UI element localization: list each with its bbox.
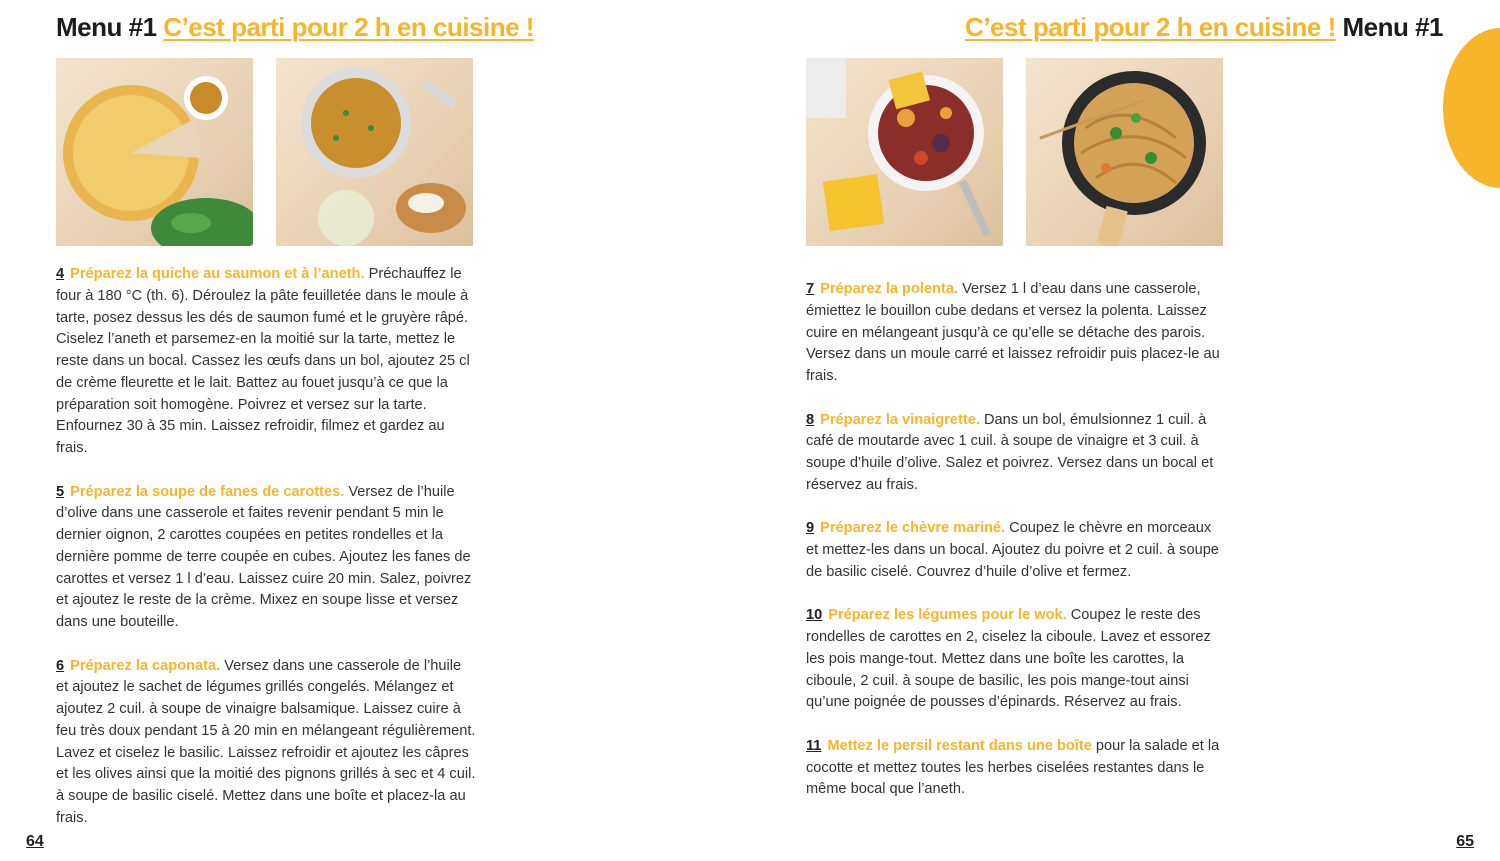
step-7 xyxy=(806,279,1226,388)
left-header xyxy=(56,12,534,43)
step-5 xyxy=(56,482,476,634)
step-number: 7 xyxy=(806,281,815,297)
menu-label: Menu #1 xyxy=(1342,12,1443,42)
caponata-illustration xyxy=(806,58,1003,246)
step-title: Préparez la polenta. xyxy=(820,281,959,297)
quiche-illustration xyxy=(56,58,253,246)
step-title: Préparez la soupe de fanes de carottes. xyxy=(70,483,345,500)
step-text: Versez 1 l d’eau dans une casserole, émiettez le bouillon cube dedans et versez la polenta. Laissez cuire en mélangeant jusqu’à ce qu’elle se détache des parois. Versez dans un moule carré et laissez refroidir puis placez-le au frais. xyxy=(806,281,1220,384)
step-number: 9 xyxy=(806,520,815,537)
step-4 xyxy=(56,264,476,460)
step-6 xyxy=(56,656,476,830)
step-text: Préchauffez le four à 180 °C (th. 6). Déroulez la pâte feuilletée dans le moule à tarte, posez dessus les dés de saumon fumé et le gruyère râpé. Ciselez l’aneth et parsemez-en la moitié sur la tarte, mettez le reste dans un bocal. Cassez les œufs dans un bol, ajoutez 25 cl de crème fleurette et le lait. Battez au fouet jusqu’à ce que la préparation soit homogène. Poivrez et versez sur la tarte. Enfournez 30 à 35 min. Laissez refroidir, filmez et gardez au frais. xyxy=(56,266,470,456)
photo-soup xyxy=(276,58,473,246)
step-number: 4 xyxy=(56,266,65,282)
step-number: 5 xyxy=(56,483,65,500)
step-8 xyxy=(806,410,1226,497)
step-title: Préparez la caponata. xyxy=(70,657,221,674)
decorative-orange-circle xyxy=(1443,28,1500,188)
step-text: Versez de l’huile d’olive dans une casserole et faites revenir pendant 5 min le dernier oignon, 2 carottes coupées en petites rondelles et la dernière pomme de terre coupée en cubes. Ajoutez les fanes de carottes et versez 1 l d’eau. Laissez cuire 20 min. Salez, poivrez et ajoutez le reste de la crème. Mixez en soupe lisse et versez dans une bouteille. xyxy=(56,483,472,630)
step-title: Préparez le chèvre mariné. xyxy=(820,520,1006,537)
step-text: Coupez le reste des rondelles de carottes en 2, ciselez la ciboule. Lavez et essorez les pois mange-tout. Mettez dans une boîte les carottes, la ciboule, 2 cuil. à soupe de basilic, les pois mange-tout ainsi qu’une poignée de pousses d’épinards. Réservez au frais. xyxy=(806,607,1211,711)
left-steps xyxy=(56,264,476,851)
header-tagline: C’est parti pour 2 h en cuisine ! xyxy=(163,12,534,42)
step-9 xyxy=(806,518,1226,583)
photo-quiche xyxy=(56,58,253,246)
step-text: Versez dans une casserole de l’huile et ajoutez le sachet de légumes grillés congelés. Mélangez et ajoutez 2 cuil. à soupe de vinaigre balsamique. Laissez cuire à feu très doux pendant 15 à 20 min en mélangeant régulièrement. Lavez et ciselez le basilic. Laissez refroidir et ajoutez les câpres et les olives ainsi que la moitié des pignons grillés à sec et 4 cuil. à soupe de basilic ciselé. Mettez dans une boîte et placez-la au frais. xyxy=(56,657,476,826)
step-11 xyxy=(806,736,1226,801)
menu-label: Menu #1 xyxy=(56,12,157,42)
page-number-left: 64 xyxy=(26,833,44,850)
step-number: 6 xyxy=(56,657,65,674)
page-number-right: 65 xyxy=(1456,833,1474,850)
photo-wok-noodles xyxy=(1026,58,1223,246)
right-steps xyxy=(806,279,1226,823)
photo-polenta-caponata xyxy=(806,58,1003,246)
step-title: Préparez la quiche au saumon et à l’aneth. xyxy=(70,266,365,282)
step-10 xyxy=(806,605,1226,714)
step-title: Mettez le persil restant dans une boîte xyxy=(827,737,1092,754)
header-tagline: C’est parti pour 2 h en cuisine ! xyxy=(965,12,1336,42)
step-number: 8 xyxy=(806,411,815,428)
step-title: Préparez la vinaigrette. xyxy=(820,411,980,428)
step-number: 11 xyxy=(806,737,822,754)
right-page xyxy=(750,0,1500,861)
soup-illustration xyxy=(276,58,473,246)
right-header xyxy=(965,12,1443,43)
wok-illustration xyxy=(1026,58,1223,246)
step-text: pour la salade et la cocotte et mettez toutes les herbes ciselées restantes dans le même bocal que l’aneth. xyxy=(806,737,1220,798)
step-number: 10 xyxy=(806,607,823,624)
step-text: Coupez le chèvre en morceaux et mettez-les dans un bocal. Ajoutez du poivre et 2 cuil. à soupe de basilic ciselé. Couvrez d’huile d’olive et fermez. xyxy=(806,520,1219,580)
step-text: Dans un bol, émulsionnez 1 cuil. à café de moutarde avec 1 cuil. à soupe de vinaigre et 3 cuil. à soupe d’huile d’olive. Salez et poivrez. Versez dans un bocal et réservez au frais. xyxy=(806,411,1214,493)
step-title: Préparez les légumes pour le wok. xyxy=(828,607,1067,624)
